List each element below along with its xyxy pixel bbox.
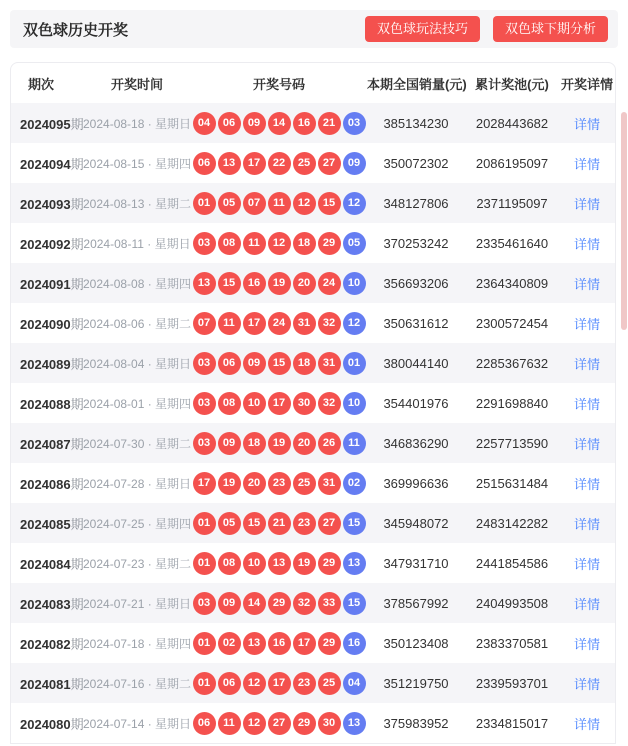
detail-link[interactable]: 详情 xyxy=(573,516,600,532)
play-tips-button[interactable]: 双色球玩法技巧 xyxy=(365,16,480,42)
period-number: 2024092 xyxy=(20,236,71,252)
detail-link[interactable]: 详情 xyxy=(573,676,600,692)
red-ball: 23 xyxy=(293,512,316,535)
period-cell xyxy=(11,274,83,293)
red-ball: 23 xyxy=(293,672,316,695)
blue-ball: 15 xyxy=(343,512,366,535)
pool-amount: 2364340809 xyxy=(475,275,549,291)
draw-date: 2024-07-18 · 星期四 xyxy=(83,636,192,651)
table-row xyxy=(11,383,615,423)
red-ball: 08 xyxy=(218,232,241,255)
blue-ball: 15 xyxy=(343,592,366,615)
period-cell xyxy=(11,514,83,533)
draw-date: 2024-08-18 · 星期日 xyxy=(83,116,192,131)
red-ball: 09 xyxy=(243,352,266,375)
period-suffix: 期 xyxy=(70,676,84,692)
red-ball: 17 xyxy=(268,672,291,695)
red-ball: 20 xyxy=(293,272,316,295)
draw-date: 2024-08-01 · 星期四 xyxy=(83,396,192,411)
draw-numbers xyxy=(191,472,367,495)
draw-date: 2024-07-25 · 星期四 xyxy=(83,516,192,531)
draw-numbers xyxy=(191,392,367,415)
scrollbar-thumb[interactable] xyxy=(621,112,627,330)
draw-date: 2024-08-11 · 星期日 xyxy=(83,236,191,251)
red-ball: 18 xyxy=(243,432,266,455)
red-ball: 18 xyxy=(293,352,316,375)
blue-ball: 09 xyxy=(343,152,366,175)
period-suffix: 期 xyxy=(70,276,84,292)
blue-ball: 04 xyxy=(343,672,366,695)
table-body xyxy=(11,103,615,743)
draw-date: 2024-07-23 · 星期二 xyxy=(83,556,192,571)
blue-ball: 03 xyxy=(343,112,366,135)
red-ball: 01 xyxy=(193,552,216,575)
draw-numbers xyxy=(191,152,367,175)
red-ball: 17 xyxy=(268,392,291,415)
column-header-draw-details: 开奖详情 xyxy=(560,76,613,92)
red-ball: 02 xyxy=(218,632,241,655)
detail-cell xyxy=(559,274,615,293)
draw-numbers xyxy=(191,232,367,255)
period-number: 2024082 xyxy=(20,636,71,652)
red-ball: 01 xyxy=(193,192,216,215)
red-ball: 29 xyxy=(318,632,341,655)
draw-date: 2024-07-30 · 星期二 xyxy=(83,436,192,451)
red-ball: 03 xyxy=(193,232,216,255)
red-ball: 19 xyxy=(268,272,291,295)
history-table xyxy=(10,62,616,744)
red-ball: 10 xyxy=(243,552,266,575)
pool-amount: 2339593701 xyxy=(475,675,549,691)
red-ball: 03 xyxy=(193,352,216,375)
red-ball: 11 xyxy=(243,232,266,255)
period-cell xyxy=(11,234,83,253)
red-ball: 13 xyxy=(193,272,216,295)
period-number: 2024080 xyxy=(20,716,71,732)
period-cell xyxy=(11,434,83,453)
draw-numbers xyxy=(191,552,367,575)
period-cell xyxy=(11,674,83,693)
red-ball: 15 xyxy=(243,512,266,535)
red-ball: 15 xyxy=(218,272,241,295)
sales-amount: 354401976 xyxy=(383,395,449,411)
period-cell xyxy=(11,194,83,213)
red-ball: 09 xyxy=(218,592,241,615)
pool-amount: 2483142282 xyxy=(475,515,549,531)
column-header-draw-time: 开奖时间 xyxy=(110,76,163,92)
red-ball: 01 xyxy=(193,672,216,695)
period-number: 2024087 xyxy=(20,436,71,452)
red-ball: 14 xyxy=(243,592,266,615)
red-ball: 31 xyxy=(318,352,341,375)
blue-ball: 13 xyxy=(343,552,366,575)
red-ball: 13 xyxy=(243,632,266,655)
period-suffix: 期 xyxy=(70,556,84,572)
blue-ball: 16 xyxy=(343,632,366,655)
pool-amount: 2515631484 xyxy=(475,475,549,491)
detail-link[interactable]: 详情 xyxy=(573,356,600,372)
draw-numbers xyxy=(191,672,367,695)
red-ball: 22 xyxy=(268,152,291,175)
red-ball: 12 xyxy=(293,192,316,215)
draw-numbers xyxy=(191,112,367,135)
detail-link[interactable]: 详情 xyxy=(573,316,600,332)
period-cell xyxy=(11,114,83,133)
sales-amount: 380044140 xyxy=(383,355,449,371)
draw-date: 2024-07-14 · 星期日 xyxy=(83,716,192,731)
red-ball: 29 xyxy=(293,712,316,735)
period-number: 2024083 xyxy=(20,596,71,612)
table-row xyxy=(11,143,615,183)
period-number: 2024091 xyxy=(20,276,71,292)
red-ball: 12 xyxy=(243,712,266,735)
red-ball: 07 xyxy=(243,192,266,215)
red-ball: 06 xyxy=(193,712,216,735)
draw-date: 2024-08-15 · 星期四 xyxy=(83,156,192,171)
table-row xyxy=(11,583,615,623)
table-row xyxy=(11,503,615,543)
sales-amount: 375983952 xyxy=(383,715,449,731)
draw-date: 2024-07-28 · 星期日 xyxy=(83,476,192,491)
red-ball: 15 xyxy=(268,352,291,375)
detail-link[interactable]: 详情 xyxy=(573,156,600,172)
sales-amount: 356693206 xyxy=(383,275,449,291)
blue-ball: 10 xyxy=(343,392,366,415)
red-ball: 25 xyxy=(318,672,341,695)
detail-link[interactable]: 详情 xyxy=(573,436,600,452)
period-cell xyxy=(11,154,83,173)
red-ball: 20 xyxy=(293,432,316,455)
sales-amount: 370253242 xyxy=(383,235,449,251)
red-ball: 17 xyxy=(193,472,216,495)
red-ball: 05 xyxy=(218,512,241,535)
red-ball: 19 xyxy=(293,552,316,575)
red-ball: 06 xyxy=(218,672,241,695)
sales-amount: 347931710 xyxy=(383,555,449,571)
detail-link[interactable]: 详情 xyxy=(573,276,600,292)
red-ball: 06 xyxy=(218,112,241,135)
period-suffix: 期 xyxy=(70,516,84,532)
period-suffix: 期 xyxy=(70,316,84,332)
red-ball: 08 xyxy=(218,392,241,415)
red-ball: 03 xyxy=(193,392,216,415)
table-row xyxy=(11,663,615,703)
red-ball: 27 xyxy=(268,712,291,735)
detail-cell xyxy=(559,394,615,413)
period-suffix: 期 xyxy=(70,596,84,612)
period-number: 2024088 xyxy=(20,396,71,412)
red-ball: 20 xyxy=(243,472,266,495)
table-row xyxy=(11,463,615,503)
table-row xyxy=(11,543,615,583)
period-number: 2024095 xyxy=(20,116,71,132)
blue-ball: 05 xyxy=(343,232,366,255)
red-ball: 13 xyxy=(268,552,291,575)
red-ball: 32 xyxy=(318,392,341,415)
detail-link[interactable]: 详情 xyxy=(573,196,600,212)
detail-cell xyxy=(559,354,615,373)
red-ball: 30 xyxy=(318,712,341,735)
table-row xyxy=(11,263,615,303)
red-ball: 16 xyxy=(268,632,291,655)
detail-cell xyxy=(559,514,615,533)
red-ball: 31 xyxy=(318,472,341,495)
period-suffix: 期 xyxy=(70,236,84,252)
red-ball: 18 xyxy=(293,232,316,255)
detail-link[interactable]: 详情 xyxy=(573,236,600,252)
draw-numbers xyxy=(191,712,367,735)
period-cell xyxy=(11,714,83,733)
red-ball: 29 xyxy=(318,232,341,255)
red-ball: 31 xyxy=(293,312,316,335)
table-row xyxy=(11,423,615,463)
page-header xyxy=(10,10,618,48)
period-suffix: 期 xyxy=(70,396,84,412)
table-row xyxy=(11,303,615,343)
pool-amount: 2086195097 xyxy=(475,155,549,171)
pool-amount: 2383370581 xyxy=(475,635,549,651)
next-draw-analysis-button[interactable]: 双色球下期分析 xyxy=(493,16,608,42)
sales-amount: 385134230 xyxy=(383,115,449,131)
red-ball: 03 xyxy=(193,592,216,615)
red-ball: 27 xyxy=(318,152,341,175)
draw-numbers xyxy=(191,592,367,615)
draw-numbers xyxy=(191,632,367,655)
detail-cell xyxy=(559,114,615,133)
period-cell xyxy=(11,474,83,493)
detail-cell xyxy=(559,434,615,453)
sales-amount: 346836290 xyxy=(383,435,449,451)
red-ball: 08 xyxy=(218,552,241,575)
red-ball: 01 xyxy=(193,632,216,655)
red-ball: 33 xyxy=(318,592,341,615)
draw-date: 2024-07-21 · 星期日 xyxy=(83,596,192,611)
blue-ball: 12 xyxy=(343,192,366,215)
period-suffix: 期 xyxy=(70,476,84,492)
red-ball: 26 xyxy=(318,432,341,455)
red-ball: 06 xyxy=(193,152,216,175)
period-cell xyxy=(11,354,83,373)
red-ball: 17 xyxy=(243,312,266,335)
period-number: 2024089 xyxy=(20,356,71,372)
detail-link[interactable]: 详情 xyxy=(573,396,600,412)
detail-link[interactable]: 详情 xyxy=(573,596,600,612)
table-header-row xyxy=(11,63,615,103)
period-number: 2024090 xyxy=(20,316,71,332)
blue-ball: 10 xyxy=(343,272,366,295)
pool-amount: 2404993508 xyxy=(475,595,549,611)
period-cell xyxy=(11,314,83,333)
pool-amount: 2257713590 xyxy=(475,435,549,451)
red-ball: 24 xyxy=(318,272,341,295)
period-suffix: 期 xyxy=(70,436,84,452)
red-ball: 27 xyxy=(318,512,341,535)
red-ball: 19 xyxy=(268,432,291,455)
draw-date: 2024-08-13 · 星期二 xyxy=(83,196,192,211)
draw-numbers xyxy=(191,432,367,455)
pool-amount: 2335461640 xyxy=(475,235,549,251)
pool-amount: 2285367632 xyxy=(475,355,549,371)
red-ball: 23 xyxy=(268,472,291,495)
table-row xyxy=(11,183,615,223)
pool-amount: 2334815017 xyxy=(475,715,549,731)
red-ball: 05 xyxy=(218,192,241,215)
detail-cell xyxy=(559,634,615,653)
detail-cell xyxy=(559,674,615,693)
sales-amount: 345948072 xyxy=(383,515,449,531)
draw-numbers xyxy=(191,352,367,375)
period-cell xyxy=(11,634,83,653)
red-ball: 03 xyxy=(193,432,216,455)
period-number: 2024081 xyxy=(20,676,71,692)
red-ball: 11 xyxy=(218,712,241,735)
red-ball: 11 xyxy=(268,192,291,215)
page-title: 双色球历史开奖 xyxy=(23,21,129,39)
red-ball: 01 xyxy=(193,512,216,535)
detail-cell xyxy=(559,474,615,493)
column-header-national-sales: 本期全国销量(元) xyxy=(367,76,467,92)
blue-ball: 13 xyxy=(343,712,366,735)
detail-link[interactable]: 详情 xyxy=(573,636,600,652)
sales-amount: 378567992 xyxy=(383,595,449,611)
table-row xyxy=(11,103,615,143)
red-ball: 17 xyxy=(293,632,316,655)
sales-amount: 350072302 xyxy=(383,155,449,171)
detail-cell xyxy=(559,194,615,213)
red-ball: 25 xyxy=(293,472,316,495)
draw-numbers xyxy=(191,512,367,535)
pool-amount: 2441854586 xyxy=(475,555,549,571)
pool-amount: 2300572454 xyxy=(475,315,549,331)
blue-ball: 02 xyxy=(343,472,366,495)
pool-amount: 2291698840 xyxy=(475,395,549,411)
red-ball: 24 xyxy=(268,312,291,335)
draw-date: 2024-08-04 · 星期日 xyxy=(83,356,192,371)
red-ball: 19 xyxy=(218,472,241,495)
table-row xyxy=(11,703,615,743)
period-number: 2024084 xyxy=(20,556,71,572)
draw-numbers xyxy=(191,192,367,215)
period-number: 2024093 xyxy=(20,196,71,212)
red-ball: 11 xyxy=(218,312,241,335)
period-number: 2024094 xyxy=(20,156,71,172)
red-ball: 15 xyxy=(318,192,341,215)
draw-numbers xyxy=(191,312,367,335)
red-ball: 10 xyxy=(243,392,266,415)
pool-amount: 2028443682 xyxy=(475,115,549,131)
detail-cell xyxy=(559,594,615,613)
red-ball: 21 xyxy=(318,112,341,135)
column-header-jackpot-pool: 累计奖池(元) xyxy=(475,76,549,92)
red-ball: 29 xyxy=(318,552,341,575)
red-ball: 06 xyxy=(218,352,241,375)
red-ball: 09 xyxy=(243,112,266,135)
red-ball: 25 xyxy=(293,152,316,175)
red-ball: 12 xyxy=(268,232,291,255)
red-ball: 32 xyxy=(318,312,341,335)
period-suffix: 期 xyxy=(70,156,84,172)
period-suffix: 期 xyxy=(70,356,84,372)
column-header-period: 期次 xyxy=(28,76,55,92)
red-ball: 21 xyxy=(268,512,291,535)
period-suffix: 期 xyxy=(70,116,84,132)
table-row xyxy=(11,223,615,263)
period-suffix: 期 xyxy=(70,636,84,652)
blue-ball: 12 xyxy=(343,312,366,335)
blue-ball: 11 xyxy=(343,432,366,455)
sales-amount: 369996636 xyxy=(383,475,449,491)
period-number: 2024086 xyxy=(20,476,71,492)
period-suffix: 期 xyxy=(70,716,84,732)
red-ball: 14 xyxy=(268,112,291,135)
sales-amount: 348127806 xyxy=(383,195,449,211)
red-ball: 17 xyxy=(243,152,266,175)
period-number: 2024085 xyxy=(20,516,71,532)
sales-amount: 351219750 xyxy=(383,675,449,691)
period-cell xyxy=(11,594,83,613)
detail-cell xyxy=(559,714,615,733)
red-ball: 32 xyxy=(293,592,316,615)
red-ball: 07 xyxy=(193,312,216,335)
sales-amount: 350123408 xyxy=(383,635,449,651)
detail-link[interactable]: 详情 xyxy=(573,556,600,572)
detail-cell xyxy=(559,154,615,173)
detail-link[interactable]: 详情 xyxy=(573,476,600,492)
sales-amount: 350631612 xyxy=(383,315,449,331)
red-ball: 12 xyxy=(243,672,266,695)
pool-amount: 2371195097 xyxy=(476,195,548,211)
period-cell xyxy=(11,394,83,413)
detail-cell xyxy=(559,234,615,253)
red-ball: 09 xyxy=(218,432,241,455)
table-row xyxy=(11,623,615,663)
period-cell xyxy=(11,554,83,573)
red-ball: 13 xyxy=(218,152,241,175)
detail-cell xyxy=(559,554,615,573)
blue-ball: 01 xyxy=(343,352,366,375)
detail-link[interactable]: 详情 xyxy=(573,116,600,132)
red-ball: 29 xyxy=(268,592,291,615)
draw-date: 2024-08-06 · 星期二 xyxy=(83,316,192,331)
draw-numbers xyxy=(191,272,367,295)
red-ball: 16 xyxy=(293,112,316,135)
table-row xyxy=(11,343,615,383)
period-suffix: 期 xyxy=(70,196,84,212)
column-header-draw-numbers: 开奖号码 xyxy=(252,76,305,92)
draw-date: 2024-08-08 · 星期四 xyxy=(83,276,192,291)
red-ball: 04 xyxy=(193,112,216,135)
draw-date: 2024-07-16 · 星期二 xyxy=(83,676,192,691)
detail-link[interactable]: 详情 xyxy=(573,716,600,732)
detail-cell xyxy=(559,314,615,333)
red-ball: 16 xyxy=(243,272,266,295)
red-ball: 30 xyxy=(293,392,316,415)
